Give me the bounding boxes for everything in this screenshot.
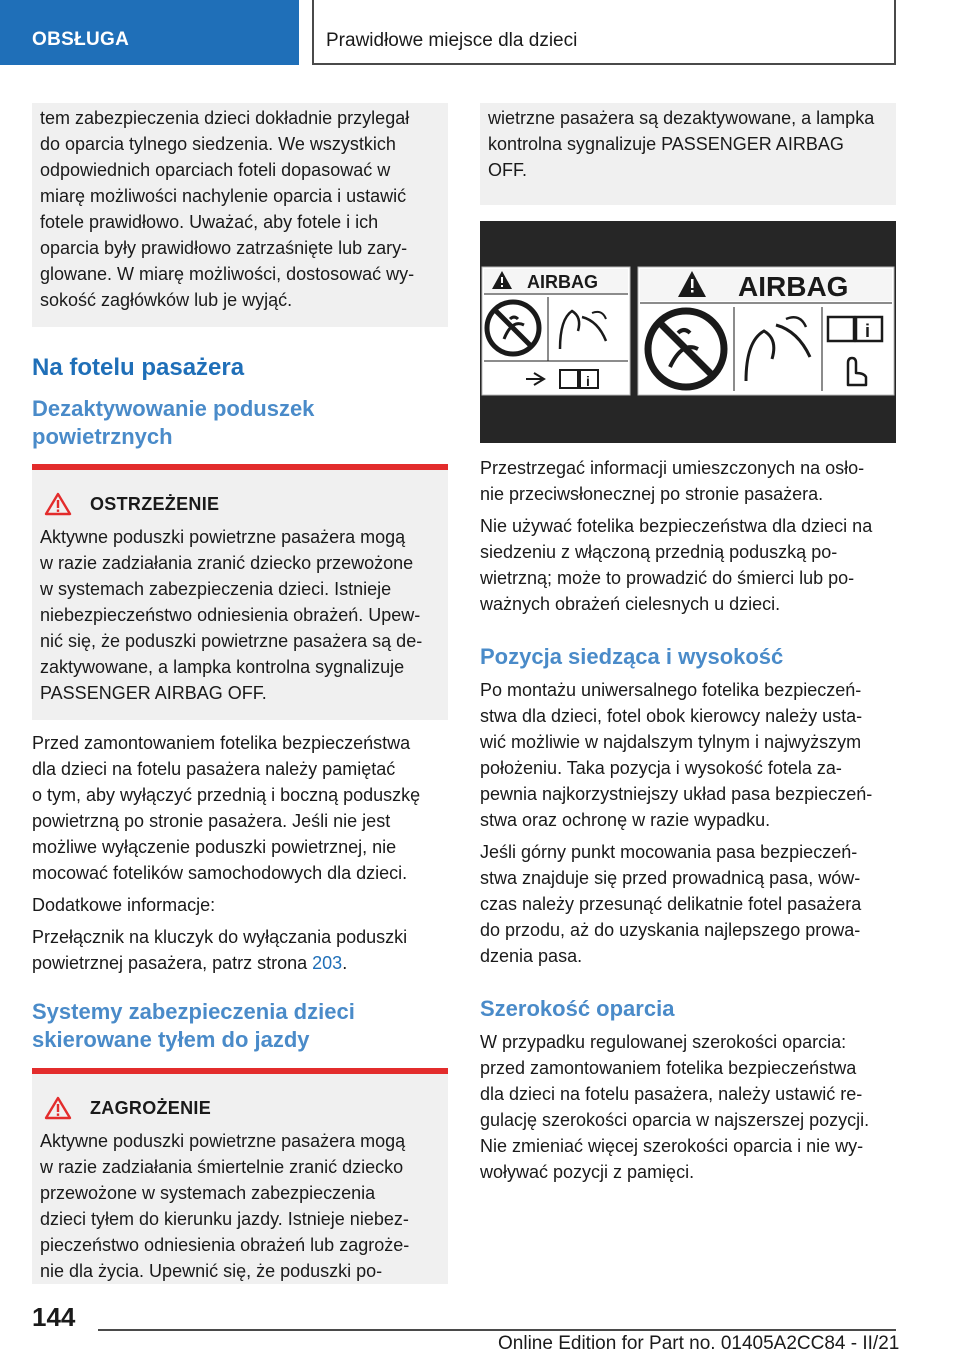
danger-line: Aktywne poduszki powietrzne pasażera mogą [40,1131,406,1151]
body-line: Przełącznik na kluczyk do wyłączania poduszki [32,927,408,947]
danger-line: nie dla życia. Upewnić się, że poduszki po- [40,1261,383,1281]
paragraph-seat-position [480,677,896,833]
header-section-tab [0,0,299,65]
paragraph-sun-visor [480,455,896,507]
body-line: wietrzną; może to prowadzić do śmierci lub po- [480,568,855,588]
body-line: dzenia pasa. [480,946,583,966]
page-number: 144 [32,1302,76,1332]
body-line: Jeśli górny punkt mocowania pasa bezpieczeń- [480,842,858,862]
left-column [32,103,448,1284]
heading-passenger-seat: Na fotelu pasażera [32,354,245,381]
body-line [32,950,448,976]
warning-triangle-icon [44,492,72,516]
body-line: powietrzną po stronie pasażera. Jeśli nie jest [32,811,391,831]
body-line: mocować fotelików samochodowych dla dzieci. [32,863,408,883]
airbag-label-large: AIRBAG [738,271,849,302]
body-line: możliwe wyłączenie poduszki powietrznej, nie [32,837,397,857]
body-line: siedzeniu z włączoną przednią poduszką po- [480,542,838,562]
intro-line: fotele prawidłowo. Uważać, aby fotele i ich [40,212,379,232]
airbag-label-small: AIRBAG [527,272,598,292]
body-line: stwa znajduje się przed prowadnicą pasa, wów- [480,868,861,888]
subheading-deactivate-airbags [32,395,448,451]
subheading-line: skierowane tyłem do jazdy [32,1027,310,1052]
danger-box [32,1068,448,1284]
intro-box [32,103,448,327]
warning-triangle-icon [44,1096,72,1120]
warning-line: PASSENGER AIRBAG OFF. [40,683,267,703]
subheading-line: Systemy zabezpieczenia dzieci [32,999,355,1024]
body-line: czas należy przesunąć delikatnie fotel pasażera [480,894,862,914]
warning-label: OSTRZEŻENIE [90,493,220,514]
body-line: dla dzieci na fotelu pasażera należy pamiętać [32,759,396,779]
danger-line: przewożone w systemach zabezpieczenia [40,1183,376,1203]
body-line: Przestrzegać informacji umieszczonych na osło- [480,458,865,478]
header-section-label: OBSŁUGA [32,29,130,50]
intro-line: tem zabezpieczenia dzieci dokładnie przylegał [40,108,410,128]
header-title-box [312,0,896,65]
intro-line: odpowiednich oparciach foteli dopasować w [40,160,391,180]
body-line: wić możliwie w najdalszym tylnym i najwyższym [480,732,862,752]
body-text: powietrznej pasażera, patrz strona [32,953,313,973]
intro-line: oparcia były prawidłowo zatrzaśnięte lub zary- [40,238,408,258]
danger-line: w razie zadziałania śmiertelnie zranić dziecko [40,1157,404,1177]
body-line: W przypadku regulowanej szerokości oparcia: [480,1032,847,1052]
warning-line: zaktywowane, a lampka kontrolna sygnalizuje [40,657,405,677]
warning-line: niebezpieczeństwo odniesienia obrażeń. Upew- [40,605,421,625]
subheading-seat-position: Pozycja siedząca i wysokość [480,644,784,669]
body-line: przed zamontowaniem fotelika bezpieczeństwa [480,1058,857,1078]
continued-warning-box [480,103,896,205]
body-line: pewnia najkorzystniejszy układ pasa bezpieczeń- [480,784,873,804]
paragraph-backrest-width [480,1029,896,1185]
paragraph-do-not-use [480,513,896,617]
body-line: Po montażu uniwersalnego fotelika bezpieczeń- [480,680,862,700]
danger-line: dzieci tyłem do kierunku jazdy. Istnieje niebez- [40,1209,409,1229]
svg-text:i: i [586,373,590,389]
body-line: stwa oraz ochronę w razie wypadku. [480,810,771,830]
warning-line: Aktywne poduszki powietrzne pasażera mogą [40,527,406,547]
warning-box [32,464,448,720]
header-title: Prawidłowe miejsce dla dzieci [326,30,578,51]
body-line: do przodu, aż do uzyskania najlepszego prowa- [480,920,861,940]
paragraph-before-mounting [32,730,448,886]
danger-label: ZAGROŻENIE [90,1097,212,1118]
paragraph-additional-info: Dodatkowe informacje: [32,895,216,915]
body-line: woływać pozycji z pamięci. [480,1162,695,1182]
warning-line: w systemach zabezpieczenia dzieci. Istnieje [40,579,392,599]
body-line: o tym, aby wyłączyć przednią i boczną poduszkę [32,785,421,805]
body-line: gulację szerokości oparcia w najszerszej pozycji. [480,1110,870,1130]
body-line: Przed zamontowaniem fotelika bezpieczeństwa [32,733,411,753]
page-link-203[interactable]: 203 [312,953,343,973]
intro-line: glowane. W miarę możliwości, dostosować wy- [40,264,415,284]
body-line: stwa dla dzieci, fotel obok kierowcy należy usta- [480,706,863,726]
subheading-backrest-width: Szerokość oparcia [480,996,675,1021]
subheading-rear-facing-systems [32,998,448,1054]
right-column [480,103,896,1185]
body-text: . [342,953,348,973]
paragraph-belt-anchor [480,839,896,969]
warning-line: OFF. [488,160,527,180]
footer-edition: Online Edition for Part no. 01405A2CC84 - II/21 [498,1333,900,1354]
body-line: Nie używać fotelika bezpieczeństwa dla dzieci na [480,516,873,536]
intro-line: miarę możliwości nachylenie oparcia i ustawić [40,186,407,206]
body-line: Nie zmieniać więcej szerokości oparcia i nie wy- [480,1136,864,1156]
warning-line: kontrolna sygnalizuje PASSENGER AIRBAG [488,134,844,154]
warning-line: w razie zadziałania zranić dziecko przewożone [40,553,414,573]
svg-text:i: i [865,321,871,341]
intro-line: sokość zagłówków lub je wyjąć. [40,290,293,310]
body-line: położeniu. Taka pozycja i wysokość fotela za- [480,758,842,778]
warning-title [40,492,440,516]
warning-line: nić się, że poduszki powietrzne pasażera są de- [40,631,423,651]
body-line: dla dzieci na fotelu pasażera, należy ustawić re- [480,1084,863,1104]
body-line: nie przeciwsłonecznej po stronie pasażera. [480,484,824,504]
subheading-line: powietrznych [32,424,173,449]
intro-line: do oparcia tylnego siedzenia. We wszystkich [40,134,396,154]
airbag-warning-label-image [480,221,896,443]
paragraph-key-switch [32,924,448,976]
danger-line: pieczeństwo odniesienia obrażeń lub zagroże- [40,1235,410,1255]
airbag-labels-illustration [480,221,896,443]
danger-title [40,1096,440,1120]
subheading-line: Dezaktywowanie poduszek [32,396,315,421]
body-line: ważnych obrażeń cielesnych u dzieci. [480,594,781,614]
warning-line: wietrzne pasażera są dezaktywowane, a lampka [488,108,875,128]
footer-divider [98,1329,896,1331]
